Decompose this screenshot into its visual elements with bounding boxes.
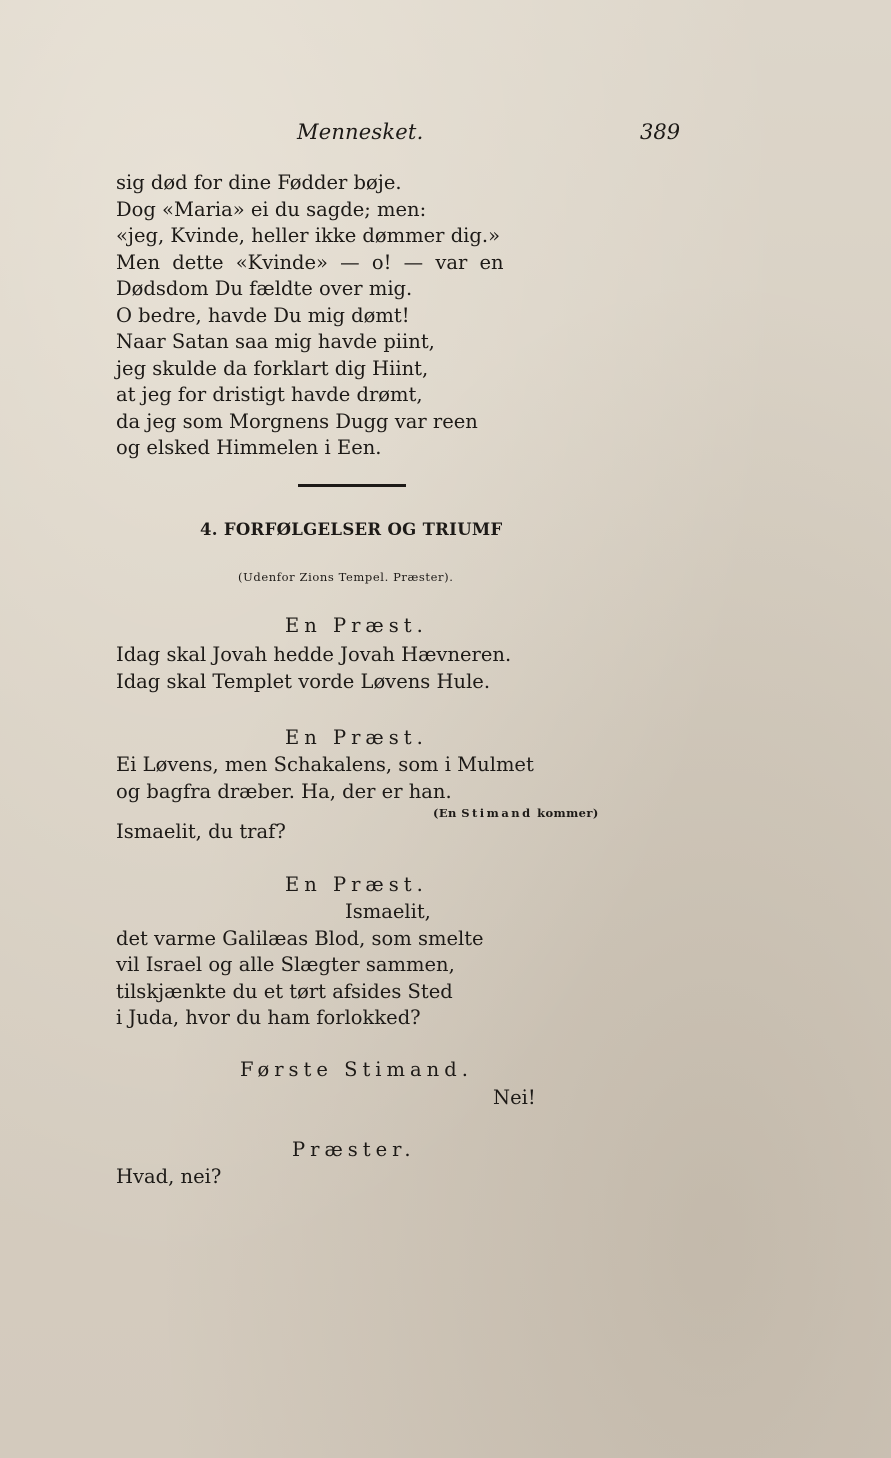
section-divider [298,484,406,487]
poem-line: «jeg, Kvinde, heller ikke dømmer dig.» [116,224,501,247]
poem-line: sig død for dine Fødder bøje. [116,171,402,194]
scene-setting-note: (Udenfor Zions Tempel. Præster). [238,570,454,584]
dialogue-line: Nei! [493,1086,536,1109]
dialogue-line: Ismaelit, [345,900,431,923]
speaker-name: En Præst. [285,726,428,749]
dialogue-line: Ismaelit, du traf? [116,820,286,843]
speaker-name: En Præst. [285,873,428,896]
dialogue-line: vil Israel og alle Slægter sammen, [116,953,455,976]
poem-line: og elsked Himmelen i Een. [116,436,382,459]
stage-direction [433,806,599,820]
dialogue-line: i Juda, hvor du ham forlokked? [116,1006,421,1029]
poem-line: at jeg for dristigt havde drømt, [116,383,423,406]
stage-direction-suffix: kommer) [537,806,599,820]
dialogue-line: det varme Galilæas Blod, som smelte [116,927,484,950]
dialogue-line: Idag skal Jovah hedde Jovah Hævneren. [116,643,512,666]
dialogue-line: tilskjænkte du et tørt afsides Sted [116,980,453,1003]
poem-line: Men dette «Kvinde» — o! — var en [116,250,504,274]
poem-line: O bedre, havde Du mig dømt! [116,303,410,327]
dialogue-line: Hvad, nei? [116,1165,222,1188]
poem-line: jeg skulde da forklart dig Hiint, [116,356,429,380]
dialogue-line: Ei Løvens, men Schakalens, som i Mulmet [116,753,534,776]
speaker-name: En Præst. [285,614,428,637]
running-head: Mennesket. [297,120,424,144]
dialogue-line: Idag skal Templet vorde Løvens Hule. [116,670,491,693]
stage-direction-prefix: (En [433,806,457,820]
speaker-name: Første Stimand. [240,1058,473,1081]
stage-direction-character: Stimand [461,806,533,820]
poem-line: Dødsdom Du fældte over mig. [116,277,413,300]
poem-stanza [116,170,504,462]
poem-line: da jeg som Morgnens Dugg var reen [116,409,478,433]
page-number: 389 [640,120,681,144]
dialogue-line: og bagfra dræber. Ha, der er han. [116,780,452,803]
speaker-name: Præster. [292,1138,416,1161]
poem-line: Dog «Maria» ei du sagde; men: [116,197,427,221]
section-heading: 4. FORFØLGELSER OG TRIUMF [200,520,503,539]
poem-line: Naar Satan saa mig havde piint, [116,330,435,353]
